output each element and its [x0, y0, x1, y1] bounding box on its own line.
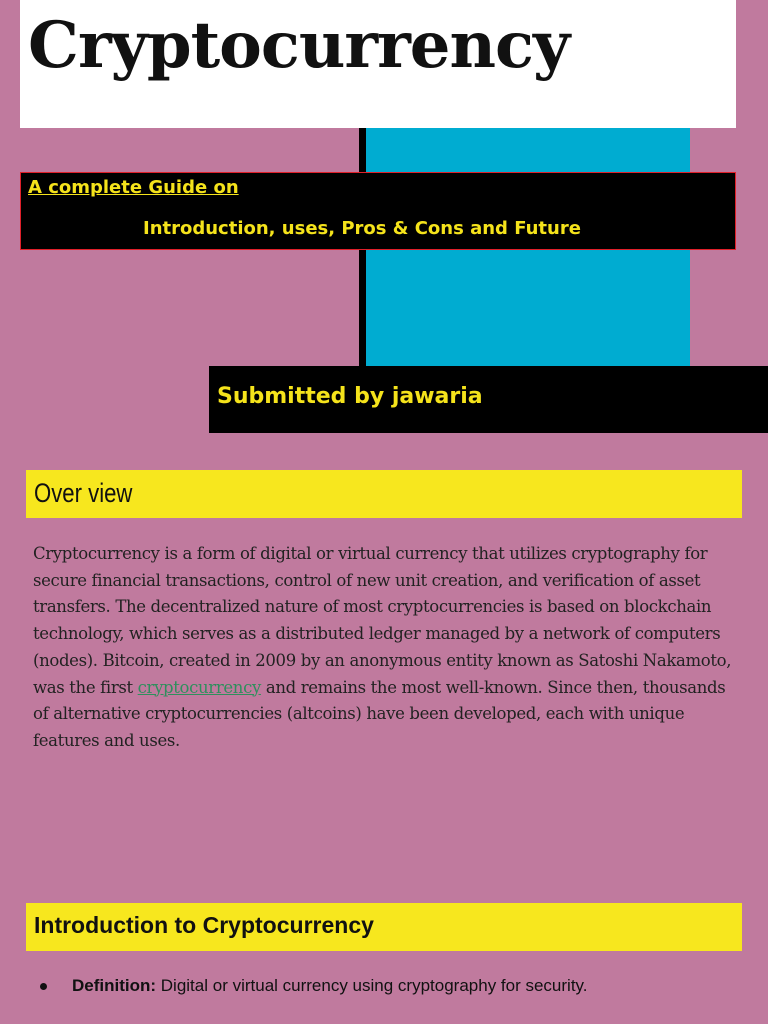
bullet-icon: [40, 983, 47, 990]
overview-text-before: Cryptocurrency is a form of digital or virtual currency that utilizes cryptography for secure financial transactions, control of new unit creation, and verification of asset transfers. The decentralized nature of most cryptocurrencies is based on blockchain technology, which serves as a distributed ledger managed by a network of computers (nodes). Bitcoin, created in 2009 by an anonymous entity known as Satoshi Nakamoto, was the first: [33, 544, 732, 697]
author-banner: [209, 366, 768, 433]
intro-heading: Introduction to Cryptocurrency: [34, 912, 374, 938]
intro-heading-bar: [26, 903, 742, 951]
title-banner: [20, 0, 736, 128]
overview-heading: Over view: [34, 478, 133, 508]
author-credit: Submitted by jawaria: [217, 384, 483, 409]
page-title: Cryptocurrency: [28, 8, 570, 83]
overview-text-after: and remains the most well-known. Since then, thousands of alternative cryptocurrencies (altcoins) have been developed, each with unique features and uses.: [33, 677, 726, 750]
guide-subtitle: A complete Guide on: [28, 177, 239, 198]
cryptocurrency-link[interactable]: cryptocurrency: [137, 677, 261, 697]
bullet-term: Definition:: [72, 976, 157, 995]
overview-paragraph: [33, 541, 741, 755]
overview-heading-bar: [26, 470, 742, 518]
intro-bullet-list: [40, 976, 588, 996]
list-item: [40, 976, 588, 996]
bullet-text: Digital or virtual currency using cryptography for security.: [156, 976, 588, 995]
guide-topics: Introduction, uses, Pros & Cons and Future: [143, 218, 581, 239]
guide-banner: [20, 172, 736, 250]
